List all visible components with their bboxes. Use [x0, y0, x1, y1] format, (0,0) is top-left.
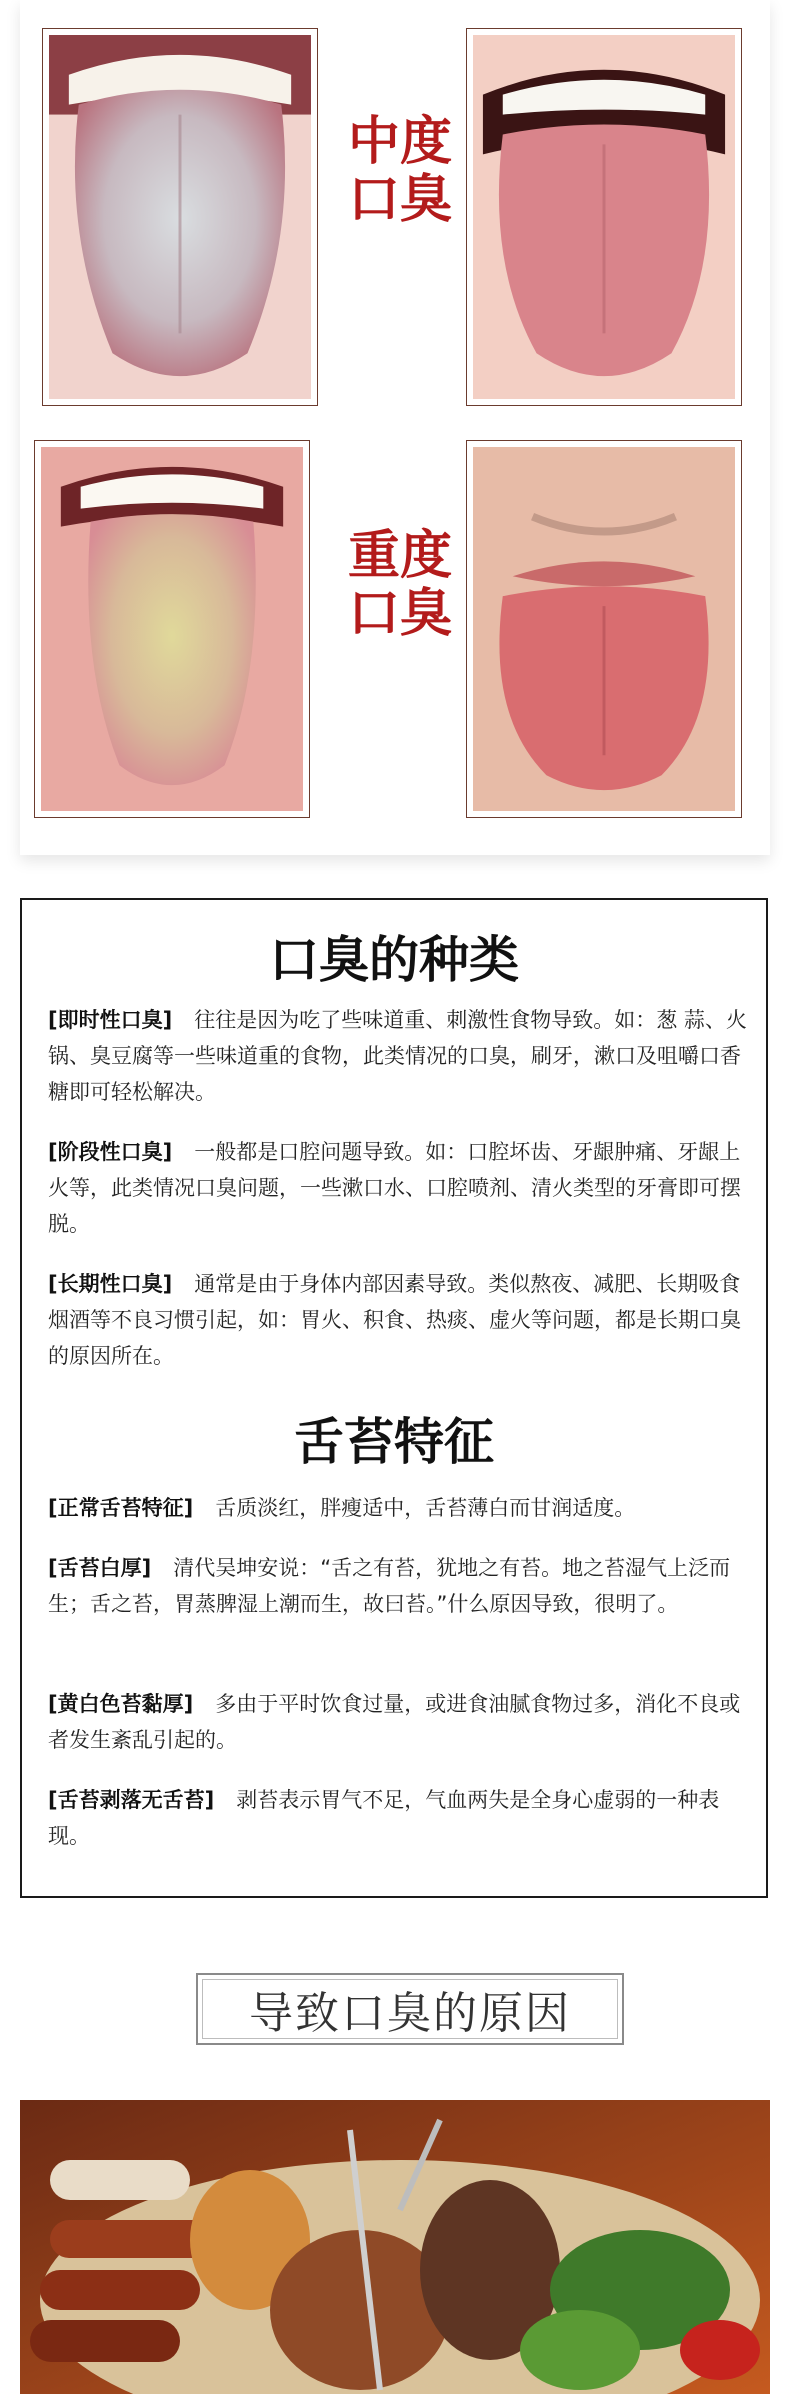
- label-severe-halitosis: 重度 口臭: [347, 526, 452, 644]
- item-tag: [舌苔剥落无舌苔]: [48, 1788, 215, 1812]
- item-text: 清代吴坤安说：“舌之有苔，犹地之有苔。地之苔湿气上泛而生；舌之苔，胃蒸脾湿上潮而生，故曰苔。”什么原因导致，很明了。: [48, 1556, 731, 1616]
- tongue-photo-severe-2: [466, 440, 742, 818]
- halitosis-types-title: 口臭的种类: [269, 931, 519, 989]
- halitosis-type-item: [48, 1266, 748, 1374]
- tongue-coating-item: [48, 1490, 748, 1526]
- item-text: 往往是因为吃了些味道重、刺激性食物导致。如：葱 蒜、火锅、臭豆腐等一些味道重的食物，此类情况的口臭，刷牙，漱口及咀嚼口香糖即可轻松解决。: [48, 1008, 747, 1104]
- item-text: 舌质淡红，胖瘦适中，舌苔薄白而甘润适度。: [215, 1496, 636, 1520]
- cause-title-banner: [196, 1973, 624, 2045]
- cause-title: 导致口臭的原因: [249, 1988, 571, 2039]
- item-tag: [正常舌苔特征]: [48, 1496, 194, 1520]
- item-text: 剥苔表示胃气不足，气血两失是全身心虚弱的一种表现。: [48, 1788, 720, 1848]
- item-text: 多由于平时饮食过量，或进食油腻食物过多，消化不良或者发生紊乱引起的。: [48, 1692, 741, 1752]
- tongue-coating-item: [48, 1686, 748, 1758]
- label-moderate-halitosis: 中度 口臭: [347, 112, 452, 230]
- tongue-coating-item: [48, 1782, 748, 1854]
- tongue-photo-severe-1: [34, 440, 310, 818]
- item-tag: [即时性口臭]: [48, 1008, 173, 1032]
- tongue-photo-moderate-1: [42, 28, 318, 406]
- item-text: 一般都是口腔问题导致。如：口腔坏齿、牙龈肿痛、牙龈上火等，此类情况口臭问题，一些漱口水、口腔喷剂、清火类型的牙膏即可摆脱。: [48, 1140, 741, 1236]
- food-photo: [20, 2100, 770, 2394]
- tongue-coating-item: [48, 1550, 748, 1622]
- tongue-comparison-card: [20, 0, 770, 855]
- tongue-photo-moderate-2: [466, 28, 742, 406]
- item-tag: [长期性口臭]: [48, 1272, 173, 1296]
- tongue-coating-title: 舌苔特征: [294, 1413, 494, 1471]
- halitosis-type-item: [48, 1134, 748, 1242]
- item-tag: [舌苔白厚]: [48, 1556, 152, 1580]
- item-tag: [阶段性口臭]: [48, 1140, 173, 1164]
- info-box: [20, 898, 768, 1898]
- halitosis-type-item: [48, 1002, 748, 1110]
- item-tag: [黄白色苔黏厚]: [48, 1692, 194, 1716]
- item-text: 通常是由于身体内部因素导致。类似熬夜、减肥、长期吸食烟酒等不良习惯引起，如：胃火、积食、热痰、虚火等问题，都是长期口臭的原因所在。: [48, 1272, 741, 1368]
